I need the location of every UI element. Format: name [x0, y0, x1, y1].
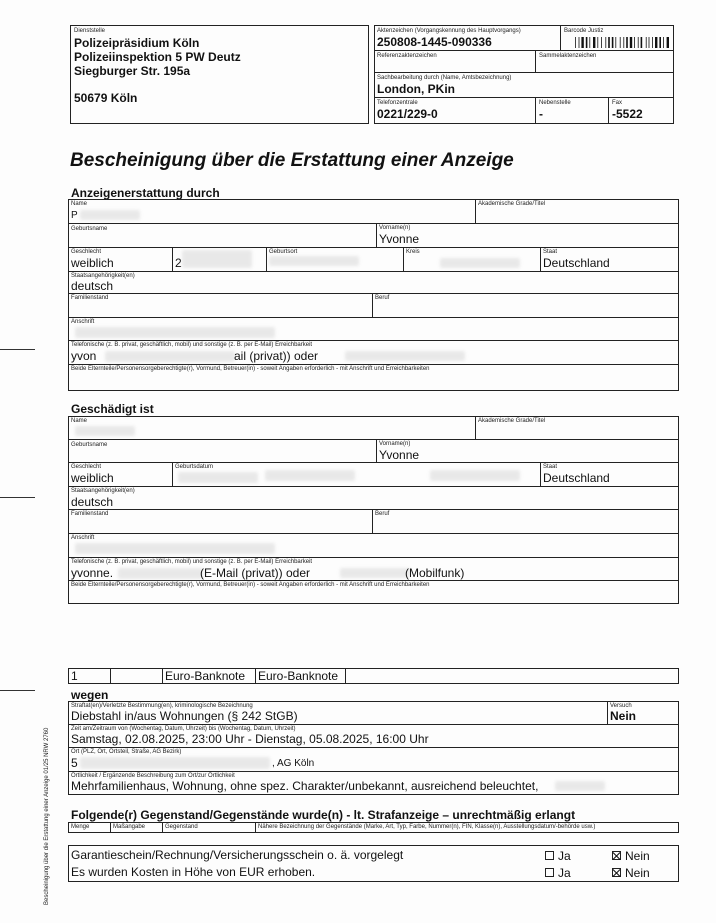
zeit-value: Samstag, 02.08.2025, 23:00 Uhr - Dienstag, 05.08.2025, 16:00 Uhr: [71, 732, 429, 746]
document-title: Bescheinigung über die Erstattung einer Anzeige: [70, 150, 514, 171]
geschaedigt-geschlecht-label: Geschlecht: [71, 464, 102, 470]
anzeige-telefon-label: Telefonische (z. B. privat, geschäftlich, mobil) und sonstige (z. B. per E-Mail) Erreichbarkeit: [71, 342, 313, 348]
check-row1-label: Garantieschein/Rechnung/Versicherungsschein o. ä. vorgelegt: [71, 848, 404, 862]
geschaedigt-titel-label: Akademische Grade/Titel: [478, 418, 546, 424]
geschaedigt-heading: Geschädigt ist: [71, 402, 154, 416]
oertlichkeit-label: Örtlichkeit / Ergänzende Beschreibung zum Ort/zur Örtlichkeit: [71, 773, 235, 779]
anzeige-staat-label: Staat: [543, 249, 558, 255]
checkbox-empty-icon: [545, 851, 554, 860]
geschaedigt-eltern-label: Beide Elternteile/Personensorgeberechtigte(r), Vormund, Betreuer(in) - soweit Angaben erforderlich - mit Anschrift und Erreichbarkeiten: [71, 582, 430, 588]
geschaedigt-vorname-value: Yvonne: [379, 448, 420, 462]
geschaedigt-geschlecht-value: weiblich: [71, 471, 114, 485]
anzeige-eltern-label: Beide Elternteile/Personensorgeberechtigte(r), Vormund, Betreuer(in) - soweit Angaben erforderlich - mit Anschrift und Erreichbarkeiten: [71, 366, 430, 372]
dienststelle-label: Dienststelle: [74, 28, 106, 34]
col-naehere: Nähere Bezeichnung der Gegenstände (Marke, Art, Typ, Farbe, Nummer(n), FIN, Klasse(n), Ausstellungsdatum/-behörde usw.): [258, 824, 596, 830]
anzeige-beruf-label: Beruf: [375, 295, 390, 301]
zeit-label: Zeit am/Zeitraum von (Wochentag, Datum, Uhrzeit) bis (Wochentag, Datum, Uhrzeit): [71, 726, 296, 732]
check-row2-nein[interactable]: Nein: [612, 866, 650, 880]
checkbox-checked-icon: [612, 868, 621, 877]
nebenstelle-label: Nebenstelle: [539, 100, 571, 106]
anzeige-name-value: P: [71, 210, 78, 221]
anzeige-anschrift-label: Anschrift: [71, 319, 95, 325]
checkbox-empty-icon: [545, 868, 554, 877]
straftat-value: Diebstahl in/aus Wohnungen (§ 242 StGB): [71, 709, 298, 723]
geschaedigt-anschrift-label: Anschrift: [71, 535, 95, 541]
check-row1-ja[interactable]: Ja: [545, 849, 571, 863]
sachbearbeitung-value: London, PKin: [377, 82, 455, 96]
anzeige-kreis-label: Kreis: [406, 249, 420, 255]
folgende-heading: Folgende(r) Gegenstand/Gegenstände wurde(n) - lt. Strafanzeige – unrechtmäßig erlangt: [71, 808, 576, 822]
geschaedigt-telefon-label: Telefonische (z. B. privat, geschäftlich, mobil) und sonstige (z. B. per E-Mail) Erreichbarkeit: [71, 559, 313, 565]
col-mass: Maßangabe: [113, 824, 146, 830]
geschaedigt-name-label: Name: [71, 418, 88, 424]
geschaedigt-telefon-end: (Mobilfunk): [405, 566, 465, 580]
item-row: [68, 668, 679, 684]
telefon-value: 0221/229-0: [377, 107, 438, 121]
versuch-label: Versuch: [610, 703, 632, 709]
punch-mark: [0, 497, 35, 498]
ort-end: , AG Köln: [272, 758, 315, 769]
anzeige-heading: Anzeigenerstattung durch: [71, 186, 220, 200]
sammel-label: Sammelaktenzeichen: [539, 53, 597, 59]
geschaedigt-staat-label: Staat: [543, 464, 558, 470]
anzeige-geburtsdatum-value: 2: [175, 256, 182, 270]
org-line1: Polizeipräsidium Köln: [74, 36, 200, 50]
straftat-label: Straftat(en)/Verletzte Bestimmung(en), kriminologische Bezeichnung: [71, 703, 253, 709]
barcode-graphic: [575, 37, 669, 48]
item-art: Euro-Banknote: [165, 669, 246, 683]
geschaedigt-geburtsname-label: Geburtsname: [71, 442, 108, 448]
anzeige-geschlecht-value: weiblich: [71, 256, 114, 270]
fax-value: -5522: [612, 107, 643, 121]
item-menge: 1: [71, 669, 78, 683]
col-menge: Menge: [71, 824, 90, 830]
referenz-label: Referenzaktenzeichen: [377, 53, 437, 59]
telefon-label: Telefonzentrale: [377, 100, 418, 106]
geschaedigt-staatsang-label: Staatsangehörigkeit(en): [71, 488, 135, 494]
aktenzeichen-label: Aktenzeichen (Vorgangskennung des Hauptvorgangs): [377, 28, 521, 34]
aktenzeichen-value: 250808-1445-090336: [377, 35, 492, 49]
anzeige-name-label: Name: [71, 201, 88, 207]
sachbearbeitung-label: Sachbearbeitung durch (Name, Amtsbezeichnung): [377, 75, 512, 81]
geschaedigt-geburtsdatum-label: Geburtsdatum: [175, 464, 214, 470]
org-city: 50679 Köln: [74, 91, 138, 105]
geschaedigt-staatsang-value: deutsch: [71, 495, 114, 509]
anzeige-vorname-value: Yvonne: [379, 232, 420, 246]
anzeige-geschlecht-label: Geschlecht: [71, 249, 102, 255]
wegen-heading: wegen: [71, 688, 109, 702]
barcode-label: Barcode Justiz: [564, 28, 604, 34]
anzeige-titel-label: Akademische Grade/Titel: [478, 201, 546, 207]
nebenstelle-value: -: [539, 107, 543, 121]
item-gegenstand: Euro-Banknote: [258, 669, 339, 683]
ort-label: Ort (PLZ, Ort, Ortsteil, Straße, AG Bezirk): [71, 749, 182, 755]
oertlichkeit-value: Mehrfamilienhaus, Wohnung, ohne spez. Charakter/unbekannt, ausreichend beleuchtet,: [71, 779, 539, 793]
geschaedigt-staat-value: Deutschland: [543, 471, 610, 485]
geschaedigt-vorname-label: Vorname(n): [379, 441, 411, 447]
anzeige-geburtsort-label: Geburtsort: [269, 249, 298, 255]
geschaedigt-beruf-label: Beruf: [375, 511, 390, 517]
org-line2: Polizeiinspektion 5 PW Deutz: [74, 50, 241, 64]
punch-mark: [0, 690, 35, 691]
anzeige-section: [68, 199, 679, 391]
punch-mark: [0, 349, 35, 350]
anzeige-staatsang-value: deutsch: [71, 279, 114, 293]
check-row2-ja[interactable]: Ja: [545, 866, 571, 880]
ort-start: 5: [71, 756, 78, 770]
anzeige-staatsang-label: Staatsangehörigkeit(en): [71, 273, 135, 279]
geschaedigt-telefon-mid: (E-Mail (privat)) oder: [200, 566, 311, 580]
anzeige-telefon-start: yvon: [71, 349, 97, 363]
checkbox-checked-icon: [612, 851, 621, 860]
org-street: Siegburger Str. 195a: [74, 64, 191, 78]
versuch-value: Nein: [610, 709, 637, 723]
anzeige-vorname-label: Vorname(n): [379, 225, 411, 231]
check-row1-nein[interactable]: Nein: [612, 849, 650, 863]
side-form-number: Bescheinigung über die Erstattung einer Anzeige 01/25 NRW 2760: [44, 727, 50, 905]
anzeige-familienstand-label: Familienstand: [71, 295, 109, 301]
fax-label: Fax: [612, 100, 623, 106]
check-row2-label: Es wurden Kosten in Höhe von EUR erhoben.: [71, 865, 316, 879]
anzeige-telefon-mid: ail (privat)) oder: [234, 349, 319, 363]
geschaedigt-familienstand-label: Familienstand: [71, 511, 109, 517]
geschaedigt-telefon-start: yvonne.: [71, 566, 114, 580]
col-gegenstand: Gegenstand: [165, 824, 198, 830]
anzeige-geburtsname-label: Geburtsname: [71, 226, 108, 232]
anzeige-staat-value: Deutschland: [543, 256, 610, 270]
